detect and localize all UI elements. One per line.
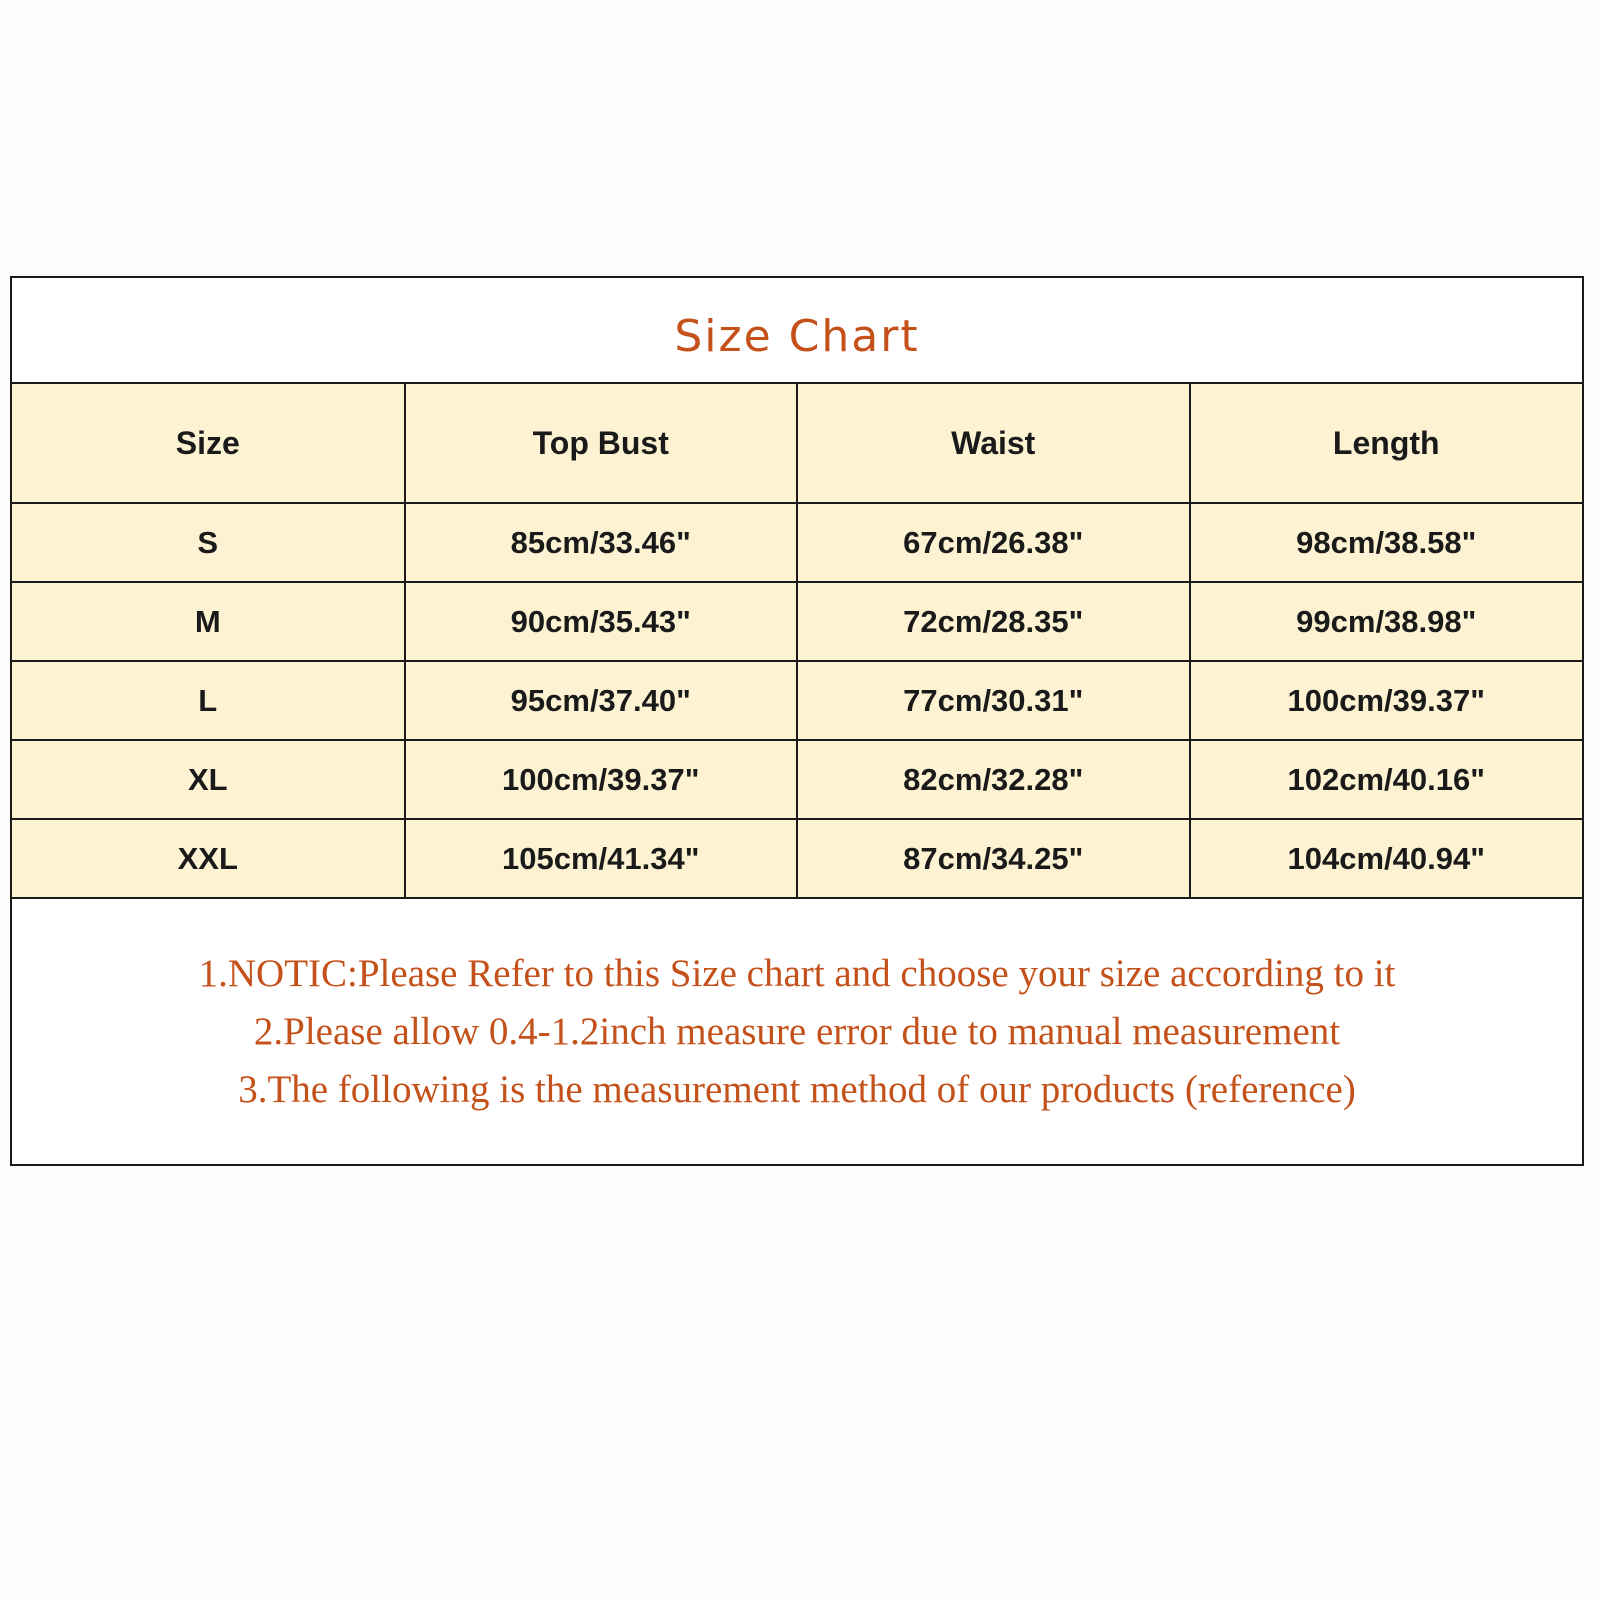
notes-section: [12, 900, 1582, 1164]
size-table-header: [12, 383, 1582, 503]
waist-cell: 77cm/30.31": [797, 661, 1190, 740]
top-bust-cell: 105cm/41.34": [405, 819, 798, 898]
size-chart-title: Size Chart: [674, 310, 920, 362]
table-row: [12, 582, 1582, 661]
size-cell: M: [12, 582, 405, 661]
size-table: [12, 382, 1582, 899]
size-table-body: [12, 503, 1582, 898]
table-row: [12, 819, 1582, 898]
header-row: [12, 383, 1582, 503]
note-line-3: 3.The following is the measurement method of our products (reference): [238, 1068, 1356, 1111]
size-cell: L: [12, 661, 405, 740]
top-bust-cell: 95cm/37.40": [405, 661, 798, 740]
waist-cell: 67cm/26.38": [797, 503, 1190, 582]
table-row: [12, 503, 1582, 582]
header-length: Length: [1190, 383, 1583, 503]
size-cell: XL: [12, 740, 405, 819]
size-chart-panel: [10, 276, 1584, 1166]
length-cell: 102cm/40.16": [1190, 740, 1583, 819]
note-line-2: 2.Please allow 0.4-1.2inch measure error due to manual measurement: [253, 1010, 1341, 1053]
table-row: [12, 740, 1582, 819]
length-cell: 100cm/39.37": [1190, 661, 1583, 740]
length-cell: 99cm/38.98": [1190, 582, 1583, 661]
top-bust-cell: 90cm/35.43": [405, 582, 798, 661]
size-cell: S: [12, 503, 405, 582]
waist-cell: 82cm/32.28": [797, 740, 1190, 819]
header-waist: Waist: [797, 383, 1190, 503]
top-bust-cell: 100cm/39.37": [405, 740, 798, 819]
title-row: [12, 278, 1582, 382]
waist-cell: 87cm/34.25": [797, 819, 1190, 898]
note-line-1: 1.NOTIC:Please Refer to this Size chart and choose your size according to it: [198, 952, 1396, 995]
length-cell: 98cm/38.58": [1190, 503, 1583, 582]
top-bust-cell: 85cm/33.46": [405, 503, 798, 582]
header-size: Size: [12, 383, 405, 503]
waist-cell: 72cm/28.35": [797, 582, 1190, 661]
table-row: [12, 661, 1582, 740]
size-cell: XXL: [12, 819, 405, 898]
length-cell: 104cm/40.94": [1190, 819, 1583, 898]
header-top-bust: Top Bust: [405, 383, 798, 503]
